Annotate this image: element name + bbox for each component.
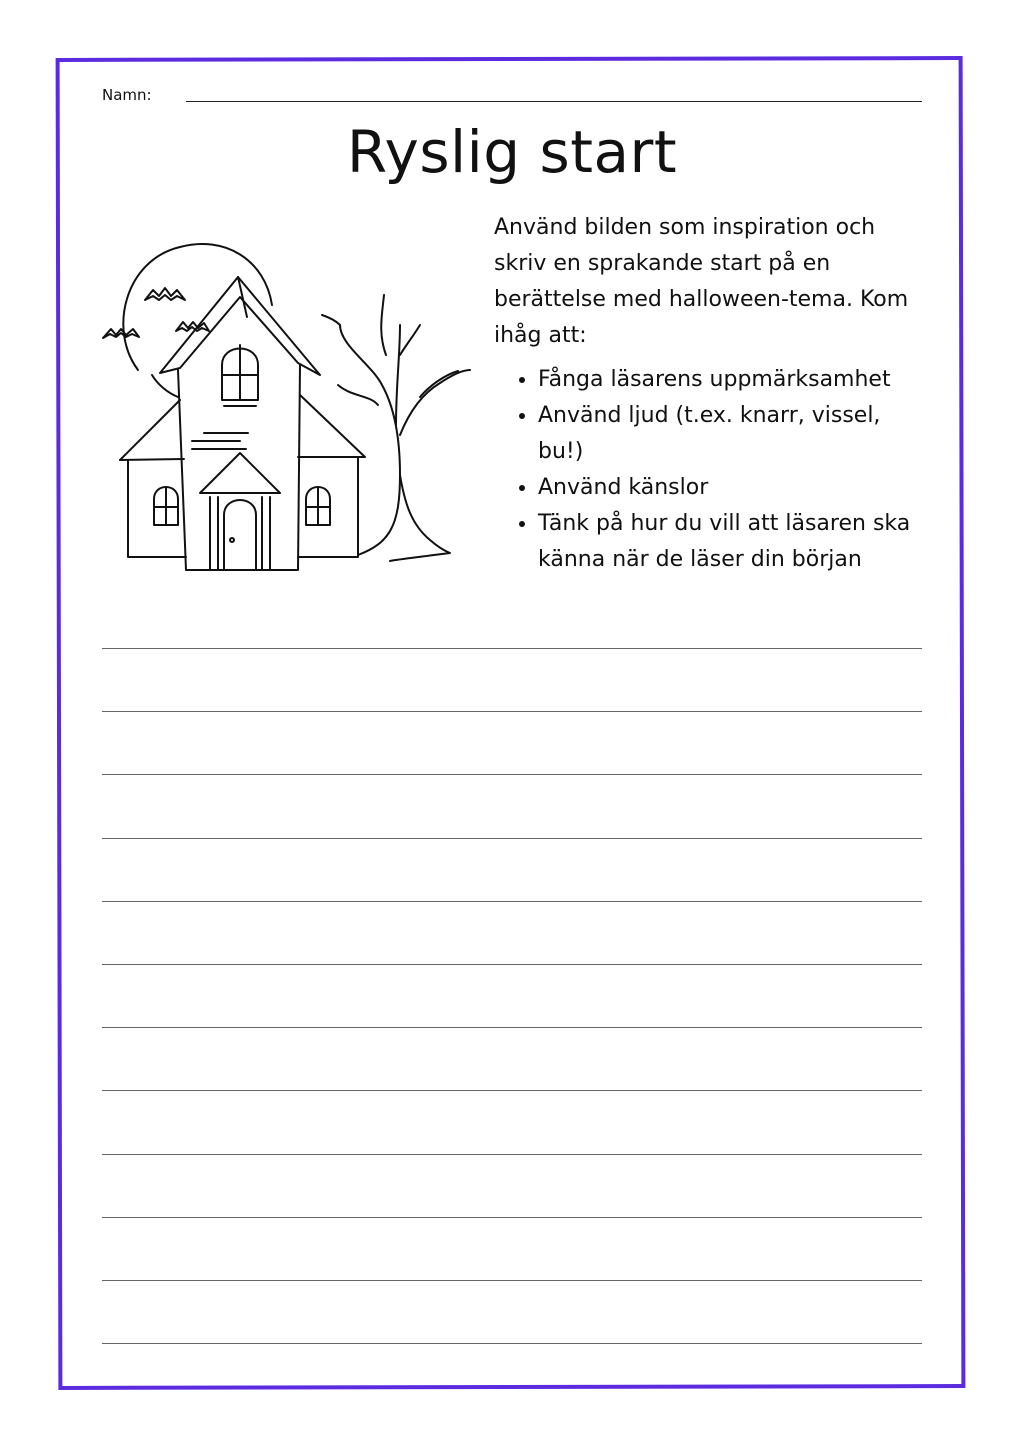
tips-list xyxy=(494,362,924,578)
tip-item: • Använd ljud (t.ex. knarr, vissel, bu!) xyxy=(538,398,924,470)
writing-line[interactable] xyxy=(102,838,922,901)
instructions xyxy=(494,210,924,578)
writing-line[interactable] xyxy=(102,901,922,964)
instructions-intro: Använd bilden som inspiration och skriv en sprakande start på en berättelse med halloween-tema. Kom ihåg att: xyxy=(494,215,909,348)
bat-icon xyxy=(176,322,209,331)
haunted-house-illustration xyxy=(100,225,480,585)
tree-icon xyxy=(340,325,400,555)
writing-line[interactable] xyxy=(102,1027,922,1090)
writing-line[interactable] xyxy=(102,711,922,774)
writing-line[interactable] xyxy=(102,774,922,837)
writing-line[interactable] xyxy=(102,964,922,1027)
door-icon xyxy=(224,500,256,570)
name-field xyxy=(102,84,922,106)
bat-icon xyxy=(103,329,139,338)
writing-lines xyxy=(102,648,922,1406)
name-label: Namn: xyxy=(102,86,152,104)
bat-icon xyxy=(145,288,185,300)
writing-line[interactable] xyxy=(102,1090,922,1153)
writing-line[interactable] xyxy=(102,1217,922,1280)
writing-line[interactable] xyxy=(102,1280,922,1343)
tip-item: • Använd känslor xyxy=(538,470,924,506)
page-title: Ryslig start xyxy=(346,118,678,186)
tip-item: • Fånga läsarens uppmärksamhet xyxy=(538,362,924,398)
writing-line[interactable] xyxy=(102,1343,922,1406)
tip-item: • Tänk på hur du vill att läsaren ska känna när de läser din början xyxy=(538,506,924,578)
name-line[interactable] xyxy=(186,101,922,102)
writing-line[interactable] xyxy=(102,1154,922,1217)
writing-line[interactable] xyxy=(102,648,922,711)
